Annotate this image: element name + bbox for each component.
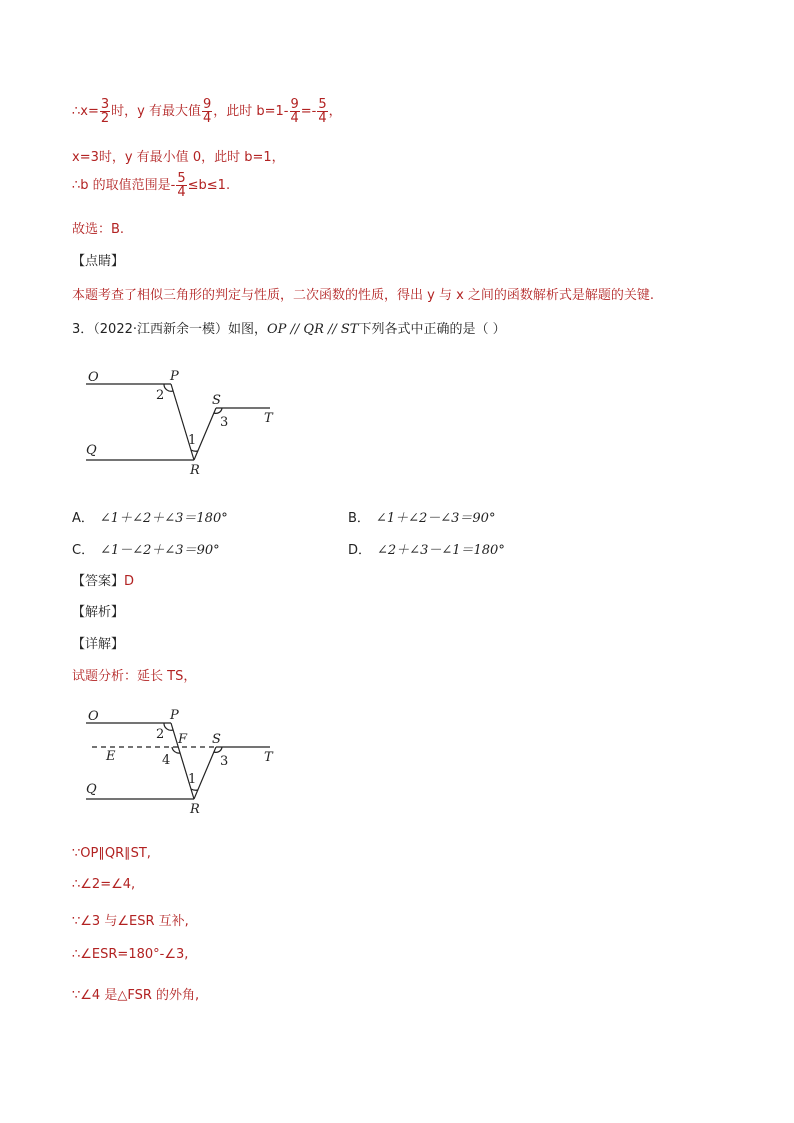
proof-step: ∵∠3 与∠ESR 互补, bbox=[72, 914, 189, 929]
option-b[interactable] bbox=[348, 507, 495, 526]
solution-line-3 bbox=[72, 172, 230, 199]
label-angle-2: 2 bbox=[156, 727, 165, 742]
question-line bbox=[72, 318, 506, 337]
line-rs bbox=[194, 408, 216, 460]
option-expression: ∠1－∠2＋∠3＝90° bbox=[100, 543, 220, 558]
angle-1-arc bbox=[191, 450, 198, 451]
detail-label: 【详解】 bbox=[72, 637, 125, 652]
label-t: T bbox=[264, 411, 273, 426]
label-q: Q bbox=[86, 782, 97, 797]
label-q: Q bbox=[86, 443, 97, 458]
label-p: P bbox=[170, 369, 179, 384]
option-d[interactable] bbox=[348, 539, 505, 558]
solution-line-1 bbox=[72, 98, 342, 125]
option-expression: ∠2＋∠3－∠1＝180° bbox=[377, 543, 505, 558]
question-math: OP // QR // ST bbox=[267, 322, 359, 337]
proof-step: ∵∠4 是△FSR 的外角, bbox=[72, 988, 200, 1003]
option-letter: B． bbox=[348, 511, 370, 526]
answer-label: 【答案】 bbox=[72, 574, 125, 589]
label-r: R bbox=[190, 463, 200, 478]
label-angle-4: 4 bbox=[162, 753, 171, 768]
label-o: O bbox=[88, 370, 99, 385]
fraction-numerator: 9 bbox=[290, 97, 299, 112]
label-angle-2: 2 bbox=[156, 388, 165, 403]
text-segment: ， bbox=[328, 104, 342, 119]
fraction bbox=[176, 172, 186, 199]
fraction-denominator: 4 bbox=[318, 111, 327, 126]
label-angle-1: 1 bbox=[188, 772, 197, 787]
text-segment: =- bbox=[300, 104, 317, 119]
option-letter: C． bbox=[72, 543, 95, 558]
text-segment: ∴b 的取值范围是- bbox=[72, 178, 176, 193]
solution-line-2: x=3时，y 有最小值 0，此时 b=1， bbox=[72, 150, 285, 165]
label-p: P bbox=[170, 708, 179, 723]
option-c[interactable] bbox=[72, 539, 220, 558]
fraction-denominator: 4 bbox=[290, 111, 299, 126]
analysis-label: 【解析】 bbox=[72, 605, 125, 620]
option-expression: ∠1＋∠2＋∠3＝180° bbox=[99, 511, 228, 526]
analysis-intro: 试题分析：延长 TS， bbox=[72, 669, 197, 684]
answer-value: D bbox=[124, 574, 135, 589]
fraction-numerator: 3 bbox=[100, 97, 110, 112]
question-text: 3．（2022·江西新余一模）如图， bbox=[72, 322, 267, 337]
angle-1-arc bbox=[191, 789, 198, 790]
label-e: E bbox=[106, 749, 116, 764]
label-angle-3: 3 bbox=[220, 415, 229, 430]
label-s: S bbox=[212, 393, 221, 408]
label-o: O bbox=[88, 709, 99, 724]
label-angle-3: 3 bbox=[220, 754, 229, 769]
line-pr bbox=[171, 384, 197, 460]
figure-2 bbox=[78, 703, 298, 823]
text-segment: ，此时 b=1- bbox=[213, 104, 289, 119]
label-angle-1: 1 bbox=[188, 433, 197, 448]
fraction-denominator: 4 bbox=[202, 111, 212, 126]
question-suffix: 下列各式中正确的是（ ） bbox=[358, 322, 506, 337]
fraction bbox=[317, 98, 327, 125]
fraction-numerator: 5 bbox=[177, 171, 186, 186]
label-t: T bbox=[264, 750, 273, 765]
fraction-denominator: 2 bbox=[100, 111, 110, 126]
figure-1 bbox=[78, 364, 298, 484]
text-segment: ∴x= bbox=[72, 104, 99, 119]
label-s: S bbox=[212, 732, 221, 747]
option-letter: A． bbox=[72, 511, 94, 526]
comment-text: 本题考查了相似三角形的判定与性质，二次函数的性质，得出 y 与 x 之间的函数解析式是解题的关键. bbox=[72, 288, 655, 303]
fraction bbox=[202, 98, 212, 125]
label-r: R bbox=[190, 802, 200, 817]
fraction bbox=[290, 98, 300, 125]
choice-line: 故选：B. bbox=[72, 222, 125, 237]
fraction bbox=[100, 98, 110, 125]
option-letter: D． bbox=[348, 543, 372, 558]
answer-line bbox=[72, 570, 134, 589]
proof-step: ∴∠ESR=180°-∠3, bbox=[72, 947, 189, 962]
proof-step: ∵OP∥QR∥ST, bbox=[72, 846, 151, 861]
fraction-numerator: 5 bbox=[318, 97, 327, 112]
label-f: F bbox=[178, 732, 188, 747]
proof-step: ∴∠2=∠4, bbox=[72, 877, 136, 892]
option-a[interactable] bbox=[72, 507, 228, 526]
text-segment: 时，y 有最大值 bbox=[111, 104, 201, 119]
fraction-denominator: 4 bbox=[177, 185, 186, 200]
option-expression: ∠1＋∠2－∠3＝90° bbox=[375, 511, 496, 526]
text-segment: ≤b≤1. bbox=[187, 178, 231, 193]
line-rs bbox=[194, 747, 216, 799]
comment-label: 【点睛】 bbox=[72, 254, 125, 269]
fraction-numerator: 9 bbox=[202, 97, 212, 112]
